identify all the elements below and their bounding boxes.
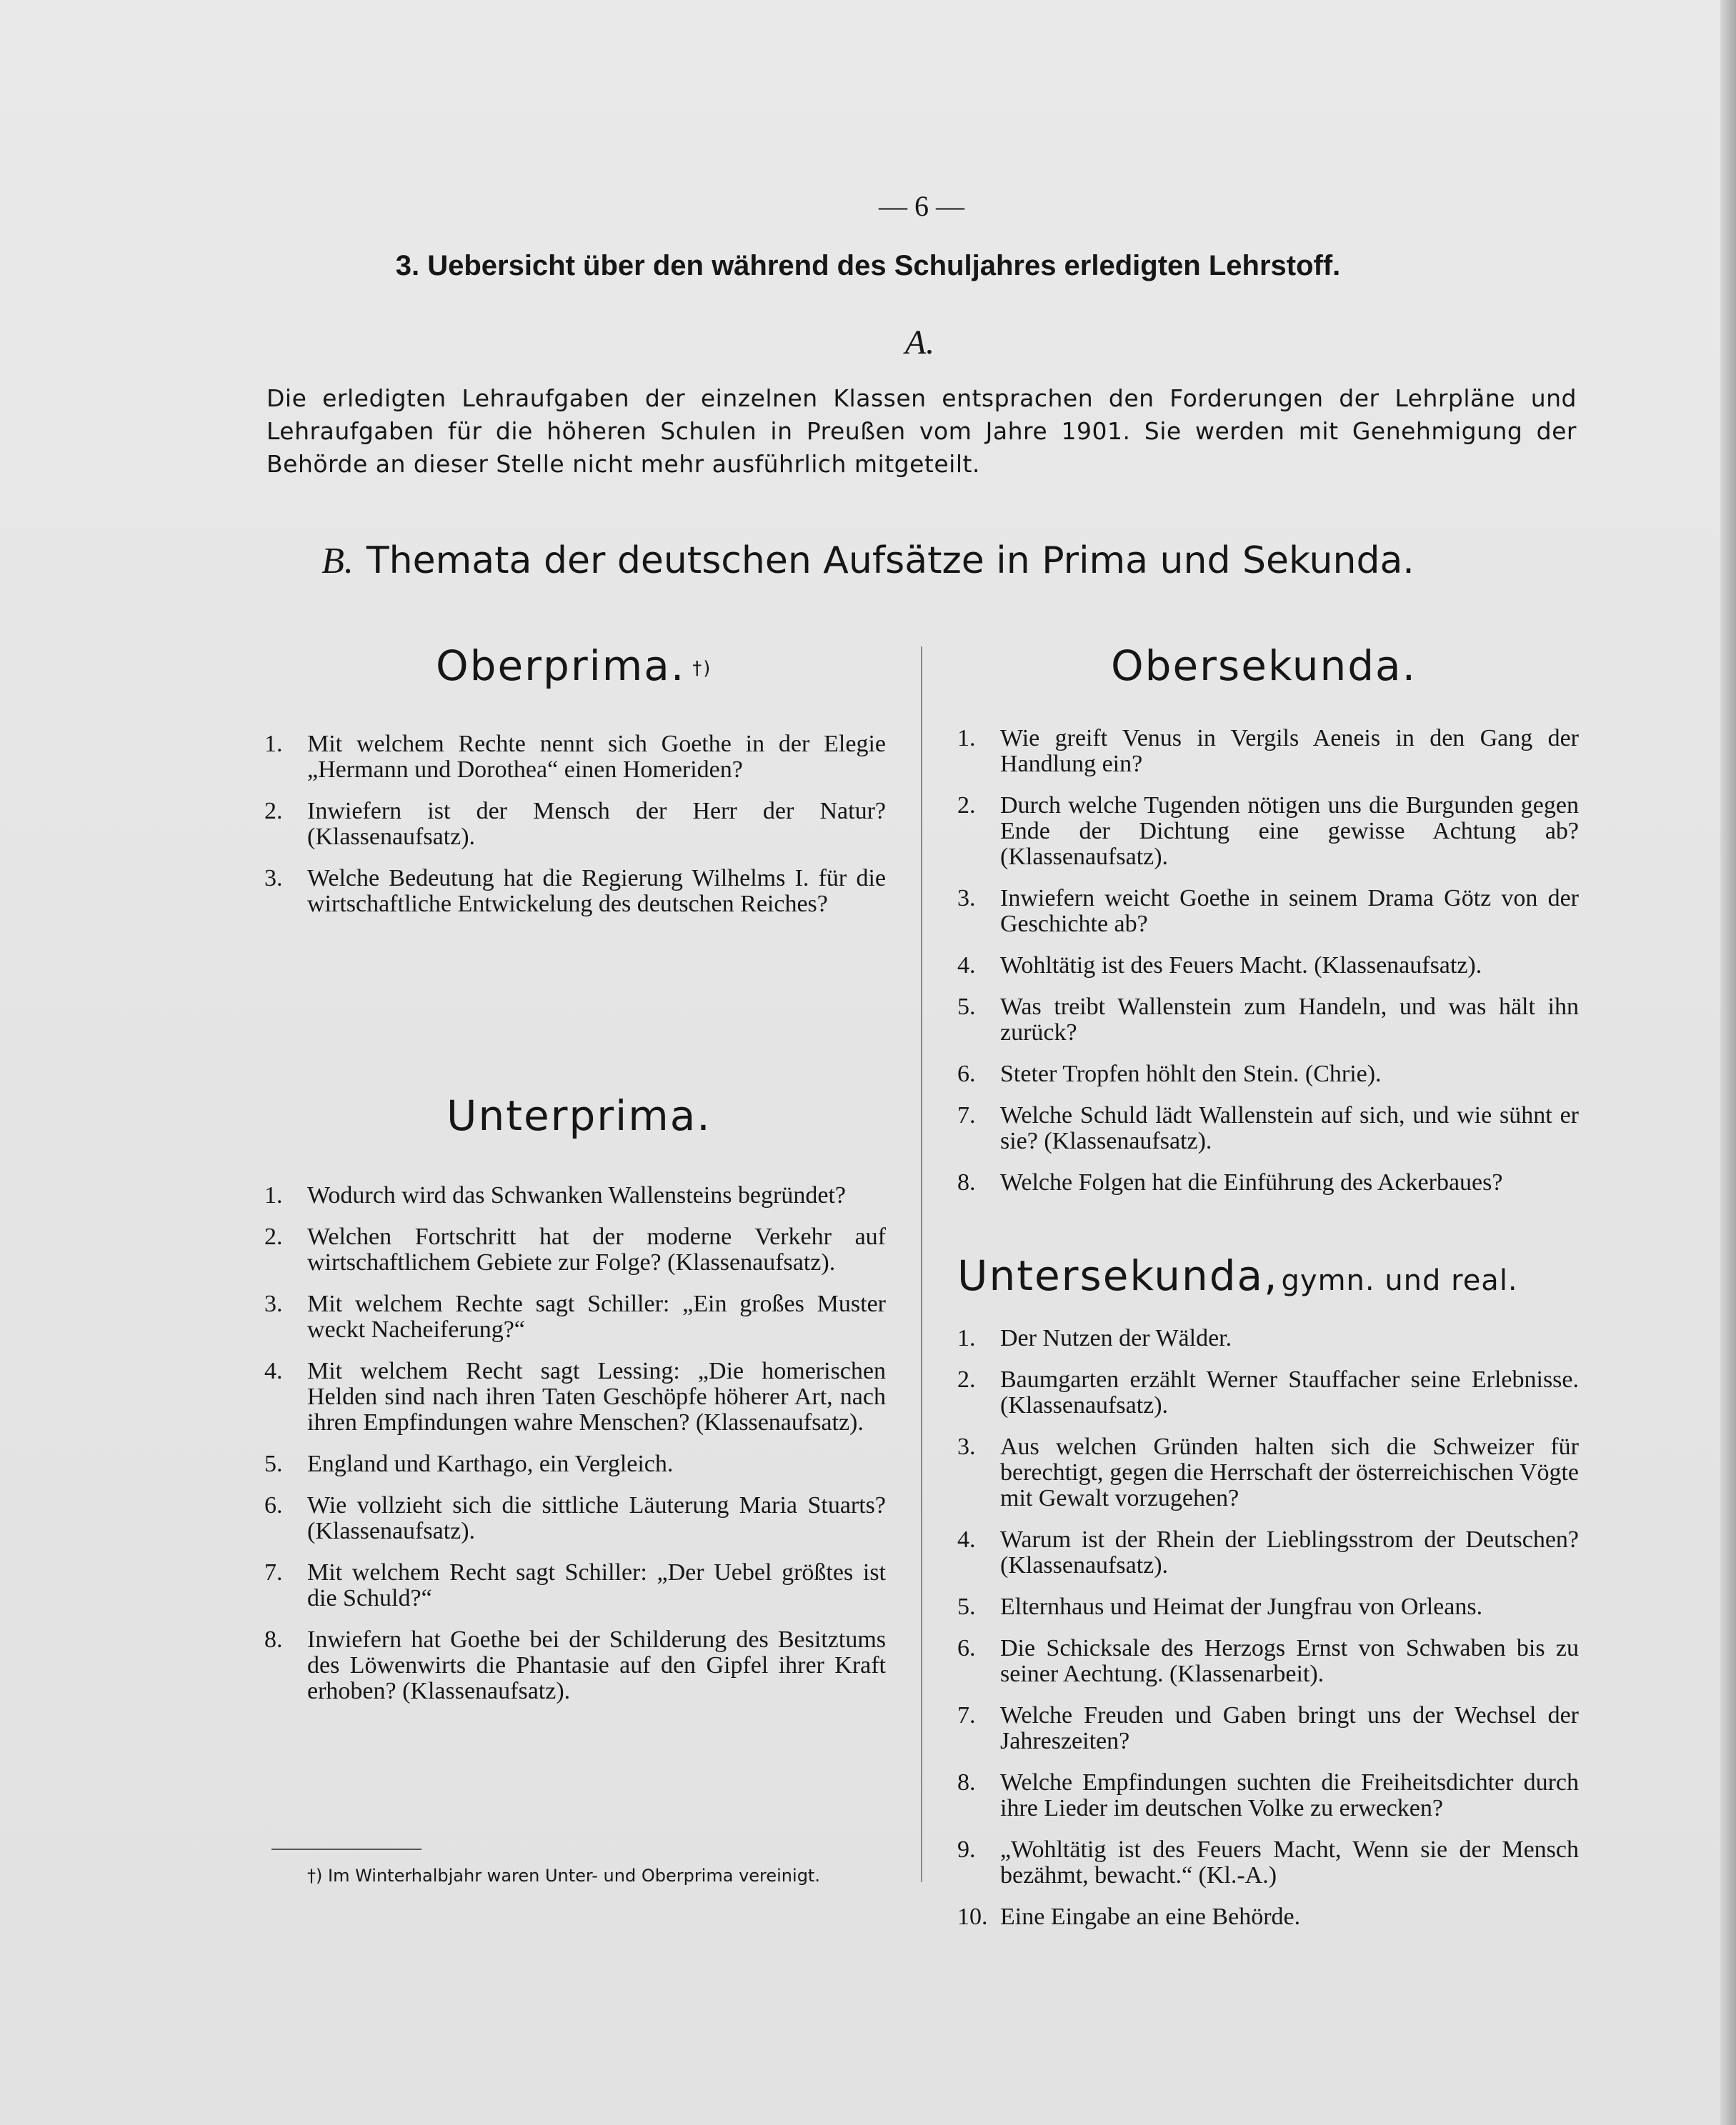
topic-number: 4. bbox=[264, 1358, 283, 1384]
topic-item bbox=[957, 1770, 1579, 1821]
oberprima-topics bbox=[264, 731, 886, 917]
topic-item bbox=[264, 1183, 886, 1209]
topic-item bbox=[957, 1636, 1579, 1687]
topic-item bbox=[264, 1560, 886, 1611]
topic-text: Wohltätig ist des Feuers Macht. (Klassenaufsatz). bbox=[1000, 952, 1482, 979]
topic-text: Welche Schuld lädt Wallenstein auf sich, und wie sühnt er sie? (Klassenaufsatz). bbox=[1000, 1102, 1579, 1154]
topic-number: 6. bbox=[957, 1061, 976, 1087]
topic-number: 6. bbox=[264, 1492, 283, 1519]
topic-item bbox=[957, 994, 1579, 1046]
topic-text: Inwiefern ist der Mensch der Herr der Natur? (Klassenaufsatz). bbox=[307, 798, 886, 850]
topic-number: 7. bbox=[957, 1102, 976, 1129]
topic-item bbox=[264, 1451, 886, 1477]
unterprima-topics bbox=[264, 1183, 886, 1704]
untersekunda-section bbox=[957, 1251, 1579, 1946]
topic-number: 4. bbox=[957, 1526, 976, 1553]
topic-item bbox=[957, 1367, 1579, 1419]
topic-item bbox=[957, 1703, 1579, 1754]
topic-text: Die Schicksale des Herzogs Ernst von Schwaben bis zu seiner Aechtung. (Klassenarbeit). bbox=[1000, 1635, 1579, 1687]
topic-item bbox=[957, 793, 1579, 870]
topic-number: 9. bbox=[957, 1836, 976, 1863]
topic-item bbox=[957, 1904, 1579, 1930]
topic-item bbox=[957, 1170, 1579, 1196]
topic-item bbox=[957, 726, 1579, 777]
topic-item bbox=[957, 1527, 1579, 1579]
topic-item bbox=[264, 1359, 886, 1436]
footnote-rule bbox=[271, 1849, 421, 1850]
oberprima-title bbox=[264, 641, 886, 690]
topic-text: Elternhaus und Heimat der Jungfrau von Orleans. bbox=[1000, 1594, 1483, 1620]
obersekunda-topics bbox=[957, 726, 1579, 1196]
oberprima-section bbox=[264, 641, 886, 933]
topic-number: 1. bbox=[264, 1182, 283, 1209]
topic-item bbox=[957, 1103, 1579, 1154]
topic-text: Eine Eingabe an eine Behörde. bbox=[1000, 1904, 1301, 1930]
topic-item bbox=[957, 1326, 1579, 1351]
topic-item bbox=[264, 1291, 886, 1343]
topic-number: 5. bbox=[957, 994, 976, 1020]
topic-item bbox=[957, 1837, 1579, 1889]
section-heading: 3. Uebersicht über den während des Schuljahres erledigten Lehrstoff. bbox=[395, 250, 1341, 281]
topic-item bbox=[264, 1224, 886, 1276]
section-a-text bbox=[266, 382, 1577, 481]
column-divider bbox=[921, 646, 922, 1882]
topic-text: England und Karthago, ein Vergleich. bbox=[307, 1451, 674, 1477]
obersekunda-section bbox=[957, 641, 1579, 1211]
topic-number: 4. bbox=[957, 952, 976, 979]
page-edge-shadow bbox=[1720, 0, 1736, 2125]
topic-item bbox=[957, 1061, 1579, 1087]
topic-text: Welche Bedeutung hat die Regierung Wilhelms I. für die wirtschaftliche Entwickelung des deutschen Reiches? bbox=[307, 865, 886, 917]
section-a-label: A. bbox=[904, 324, 935, 361]
topic-item bbox=[264, 866, 886, 917]
topic-number: 8. bbox=[957, 1769, 976, 1796]
untersekunda-topics bbox=[957, 1326, 1579, 1930]
topic-text: Wie vollzieht sich die sittliche Läuterung Maria Stuarts? (Klassenaufsatz). bbox=[307, 1492, 886, 1544]
section-b-heading bbox=[0, 539, 1736, 582]
topic-text: Wie greift Venus in Vergils Aeneis in den Gang der Handlung ein? bbox=[1000, 725, 1579, 777]
topic-text: Steter Tropfen höhlt den Stein. (Chrie). bbox=[1000, 1061, 1382, 1087]
topic-number: 2. bbox=[264, 798, 283, 824]
footnote-marker: †) bbox=[692, 657, 712, 679]
section-b-title: Themata der deutschen Aufsätze in Prima und Sekunda. bbox=[366, 539, 1415, 582]
topic-text: Warum ist der Rhein der Lieblingsstrom der Deutschen? (Klassenaufsatz). bbox=[1000, 1526, 1579, 1579]
footnote: †) Im Winterhalbjahr waren Unter- und Oberprima vereinigt. bbox=[307, 1866, 820, 1886]
topic-number: 3. bbox=[264, 1291, 283, 1317]
topic-item bbox=[957, 953, 1579, 979]
topic-number: 3. bbox=[957, 1434, 976, 1460]
topic-text: Mit welchem Recht sagt Lessing: „Die homerischen Helden sind nach ihren Taten Geschöpfe höherer Art, nach ihren Empfindungen wahre Menschen? (Klassenaufsatz). bbox=[307, 1358, 886, 1436]
section-b-letter: B. bbox=[321, 541, 354, 581]
topic-text: Wodurch wird das Schwanken Wallensteins begründet? bbox=[307, 1182, 846, 1209]
intro-paragraph: Die erledigten Lehraufgaben der einzelnen Klassen entsprachen den Forderungen der Lehrpläne und Lehraufgaben für die höheren Schulen in Preußen vom Jahre 1901. Sie werden mit Genehmigung der Behörde an dieser Stelle nicht mehr ausführlich mitgeteilt. bbox=[266, 384, 1577, 478]
untersekunda-title bbox=[957, 1251, 1579, 1300]
topic-text: Mit welchem Rechte sagt Schiller: „Ein großes Muster weckt Nacheiferung?“ bbox=[307, 1291, 886, 1343]
topic-text: Der Nutzen der Wälder. bbox=[1000, 1325, 1232, 1351]
topic-text: Welchen Fortschritt hat der moderne Verkehr auf wirtschaftlichem Gebiete zur Folge? (Klassenaufsatz). bbox=[307, 1224, 886, 1276]
topic-number: 6. bbox=[957, 1635, 976, 1661]
topic-item bbox=[264, 1493, 886, 1544]
topic-item bbox=[957, 886, 1579, 937]
topic-number: 1. bbox=[957, 725, 976, 751]
topic-number: 7. bbox=[264, 1559, 283, 1586]
topic-item bbox=[264, 799, 886, 850]
topic-text: Mit welchem Rechte nennt sich Goethe in der Elegie „Hermann und Dorothea“ einen Homeriden? bbox=[307, 731, 886, 783]
topic-number: 5. bbox=[957, 1594, 976, 1620]
oberprima-title-text: Oberprima. bbox=[436, 641, 686, 690]
untersekunda-subtitle: gymn. und real. bbox=[1281, 1264, 1518, 1297]
topic-item bbox=[264, 731, 886, 783]
topic-text: Aus welchen Gründen halten sich die Schweizer für berechtigt, gegen die Herrschaft der österreichischen Vögte mit Gewalt vorzugehen? bbox=[1000, 1434, 1579, 1511]
topic-text: Welche Empfindungen suchten die Freiheitsdichter durch ihre Lieder im deutschen Volke zu erwecken? bbox=[1000, 1769, 1579, 1821]
topic-text: Baumgarten erzählt Werner Stauffacher seine Erlebnisse. (Klassenaufsatz). bbox=[1000, 1366, 1579, 1419]
topic-text: Welche Folgen hat die Einführung des Ackerbaues? bbox=[1000, 1169, 1503, 1196]
topic-number: 5. bbox=[264, 1451, 283, 1477]
topic-number: 2. bbox=[264, 1224, 283, 1250]
topic-number: 10. bbox=[957, 1904, 988, 1930]
topic-text: Mit welchem Recht sagt Schiller: „Der Uebel größtes ist die Schuld?“ bbox=[307, 1559, 886, 1611]
obersekunda-title: Obersekunda. bbox=[1111, 641, 1417, 690]
topic-item bbox=[957, 1434, 1579, 1511]
untersekunda-title-text: Untersekunda, bbox=[957, 1251, 1279, 1300]
topic-text: Inwiefern weicht Goethe in seinem Drama Götz von der Geschichte ab? bbox=[1000, 885, 1579, 937]
page-number: — 6 — bbox=[879, 190, 964, 222]
unterprima-section bbox=[264, 1091, 886, 1720]
topic-text: Was treibt Wallenstein zum Handeln, und was hält ihn zurück? bbox=[1000, 994, 1579, 1046]
topic-text: Welche Freuden und Gaben bringt uns der Wechsel der Jahreszeiten? bbox=[1000, 1702, 1579, 1754]
topic-item bbox=[957, 1594, 1579, 1620]
topic-item bbox=[264, 1627, 886, 1704]
topic-number: 1. bbox=[957, 1325, 976, 1351]
topic-number: 2. bbox=[957, 792, 976, 819]
topic-number: 7. bbox=[957, 1702, 976, 1729]
topic-number: 8. bbox=[264, 1626, 283, 1653]
topic-text: Inwiefern hat Goethe bei der Schilderung des Besitztums des Löwenwirts die Phantasie auf den Gipfel ihrer Kraft erhoben? (Klassenaufsatz). bbox=[307, 1626, 886, 1704]
unterprima-title: Unterprima. bbox=[447, 1091, 712, 1140]
topic-number: 8. bbox=[957, 1169, 976, 1196]
topic-number: 3. bbox=[264, 865, 283, 891]
topic-number: 1. bbox=[264, 731, 283, 757]
topic-number: 3. bbox=[957, 885, 976, 911]
topic-text: Durch welche Tugenden nötigen uns die Burgunden gegen Ende der Dichtung eine gewisse Achtung ab? (Klassenaufsatz). bbox=[1000, 792, 1579, 870]
topic-number: 2. bbox=[957, 1366, 976, 1393]
topic-text: „Wohltätig ist des Feuers Macht, Wenn sie der Mensch bezähmt, bewacht.“ (Kl.-A.) bbox=[1000, 1836, 1579, 1889]
